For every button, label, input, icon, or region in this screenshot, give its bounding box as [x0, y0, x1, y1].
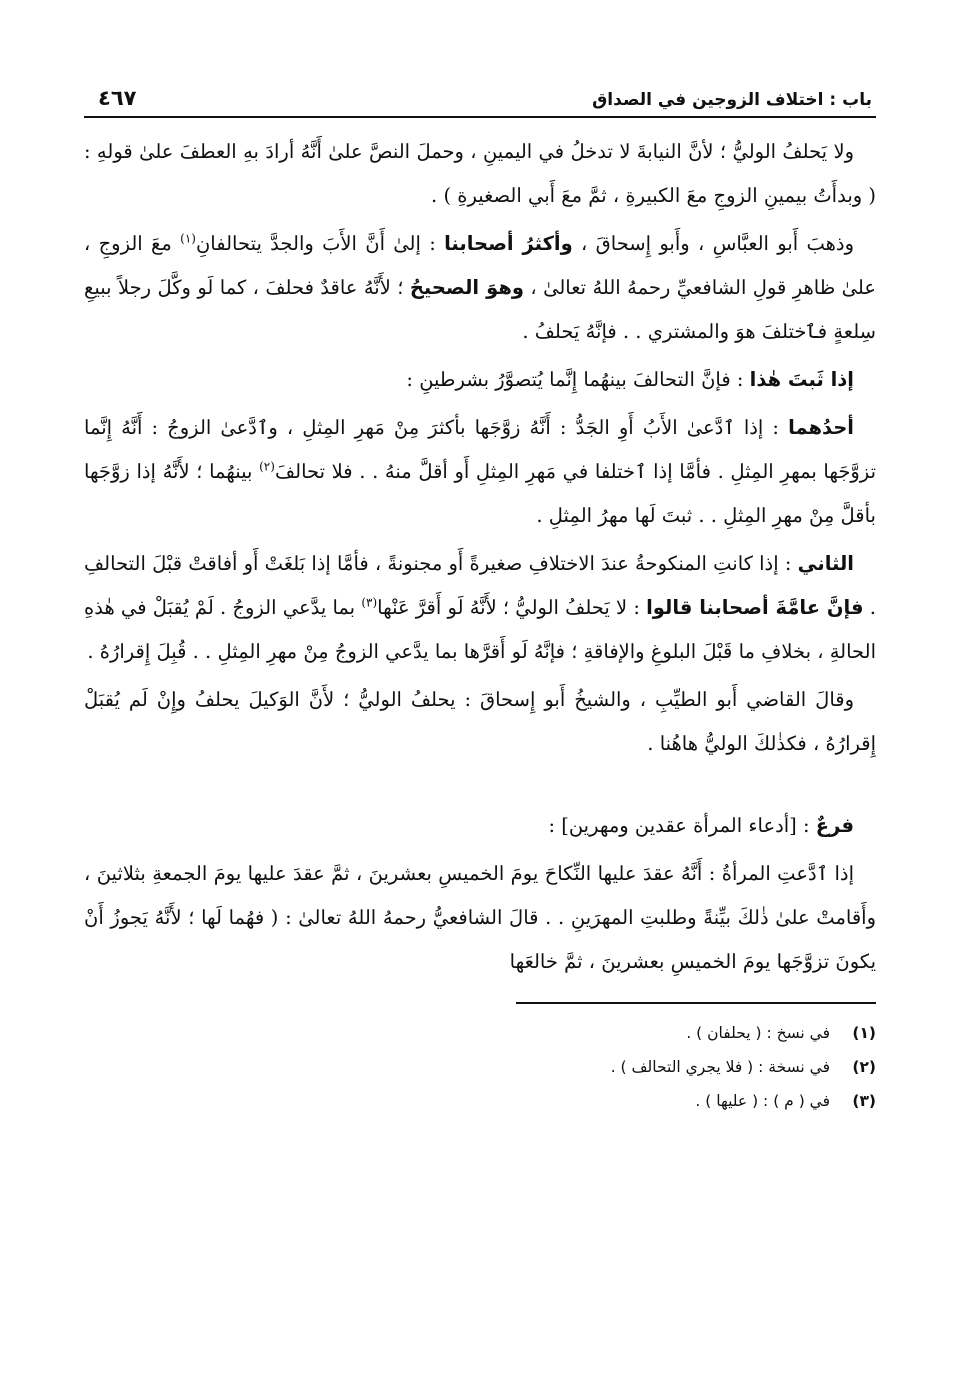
paragraph-5-text-e: بما يدَّعي الزوجُ . لَمْ يُقبَلْ في هٰذهِ الحالةِ ، بخلافِ ما قَبْلَ البلوغِ والإفاقةِ ؛ فإنَّهُ لَو أَقرَّها بما يدَّعي الزوجُ مِنْ مهرِ المِثلِ . . قُبِلَ إِقرارُهُ . [84, 596, 876, 663]
footnote-1-text: في نسخ : ( يحلفان ) . [686, 1024, 830, 1042]
paragraph-5-text-d: : لا يَحلفُ الوليُّ ؛ لأَنَّهُ لَو أَقرَّ عَنْها [377, 596, 647, 619]
footnote-2 [84, 1050, 876, 1084]
paragraph-1-text: ولا يَحلفُ الوليُّ ؛ لأنَّ النيابةَ لا تدخلُ في اليمينِ ، وحملَ النصَّ علىٰ أَنَّهُ أرادَ بهِ العطفَ علىٰ قولهِ : ( وبدأَتُ بيمينِ الزوجِ معَ الكبيرةِ ، ثمَّ معَ أَبي الصغيرةِ ) . [84, 140, 876, 207]
chapter-title: باب : اختلاف الزوجين في الصداق [592, 90, 872, 110]
paragraph-2-bold-a: وأكثرُ أصحابنا [444, 232, 573, 255]
paragraph-4 [84, 406, 876, 538]
paragraph-6 [84, 678, 876, 766]
paragraph-2-text-f: ؛ لأَنَّهُ عاقدٌ فحلفَ ، كما لَو وكَّلَ رجلاً ببيعِ سِلعةٍ فٱختلفَ هوَ والمشتري . . فإنَّهُ يَحلفُ . [84, 276, 876, 343]
footnote-2-number: (٢) [852, 1058, 876, 1076]
body-text [84, 130, 876, 984]
paragraph-7 [84, 852, 876, 984]
footnote-3-number: (٣) [852, 1092, 876, 1110]
paragraph-5-bold-a: الثاني [797, 552, 854, 575]
paragraph-4-text-c: بينهُما ؛ لأَنَّهُ إذا زوَّجَها بأقلَّ مِنْ مهرِ المِثلِ . . ثبتَ لَها مهرُ المِثلِ . [84, 460, 876, 527]
footnotes [84, 1016, 876, 1118]
branch-heading [84, 804, 876, 848]
paragraph-3 [84, 358, 876, 402]
paragraph-6-text: وقالَ القاضي أَبو الطيِّبِ ، والشيخُ أَبو إِسحاقَ : يحلفُ الوليُّ ؛ لأَنَّ الوَكيلَ يحلفُ وإِنْ لَم يُقبَلْ إِقرارُهُ ، فكذٰلكَ الوليُّ هاهُنا . [84, 688, 876, 755]
footnote-1-number: (١) [852, 1024, 876, 1042]
paragraph-5-text-b: : إذا كانتِ المنكوحةُ عندَ الاختلافِ صغيرةً أَو مجنونةً ، فأمَّا إذا بَلغَتْ أَو أفاقتْ قبْلَ التحالفِ . [84, 552, 876, 619]
running-head [84, 68, 876, 116]
paragraph-2-text-d: معَ الزوجِ ، علىٰ ظاهرِ قولِ الشافعيِّ رحمهُ اللهُ تعالىٰ ، [84, 232, 876, 299]
paragraph-2-text-a: وذهبَ أَبو العبَّاسِ ، وأَبو إِسحاقَ ، [572, 232, 855, 255]
paragraph-3-bold: إذا ثَبتَ هٰذا [749, 368, 854, 391]
paragraph-2 [84, 222, 876, 354]
footnote-rule [516, 1002, 876, 1004]
paragraph-4-text-b: : إذا ٱدَّعىٰ الأَبُ أَوِ الجَدُّ : أَنَّهُ زوَّجَها بأكثرَ مِنْ مَهرِ المِثلِ ، وٱدَّعىٰ الزوجُ : أَنَّهُ إِنَّما تزوَّجَها بمهرِ المِثلِ . فأمَّا إذا ٱختلفا في مَهرِ المِثلِ أَو أقلَّ منهُ . . فلا تحالفَ [84, 416, 876, 483]
footnote-ref-3: (٣) [361, 595, 378, 610]
paragraph-2-text-c: : إلىٰ أَنَّ الأَبَ والجدَّ يتحالفانِ [195, 232, 445, 255]
footnote-3-text: في ( م ) : ( عليها ) . [695, 1092, 830, 1110]
paragraph-5 [84, 542, 876, 674]
paragraph-5-bold-c: فإنَّ عامَّةَ أصحابنا قالوا [646, 596, 864, 619]
header-rule [84, 116, 876, 118]
branch-label: فرعٌ [815, 814, 854, 837]
footnote-2-text: في نسخة : ( فلا يجري التحالف ) . [610, 1058, 830, 1076]
branch-title: : [أدعاء المرأة عقدين ومهرين] : [548, 814, 816, 837]
page-number: ٤٦٧ [98, 86, 137, 110]
footnote-ref-1: (١) [180, 231, 196, 246]
paragraph-3-text: : فإنَّ التحالفَ بينهُما إِنَّما يُتصوَّرُ بشرطينِ : [406, 368, 750, 391]
book-page [84, 68, 876, 1358]
paragraph-4-bold: أحدُهما [788, 416, 854, 439]
footnote-1 [84, 1016, 876, 1050]
footnote-ref-2: (٢) [259, 459, 275, 474]
paragraph-7-text: إذا ٱدَّعتِ المرأةُ : أَنَّهُ عقدَ عليها النِّكاحَ يومَ الخميسِ بعشرينَ ، ثمَّ عقدَ عليها يومَ الجمعةِ بثلاثينَ ، وأَقامتْ علىٰ ذٰلكَ بيِّنةً وطلبتِ المهرَينِ . . قالَ الشافعيُّ رحمهُ اللهُ تعالىٰ : ( فهُما لَها ؛ لأَنَّهُ يَجوزُ أَنْ يكونَ تزوَّجَها يومَ الخميسِ بعشرينَ ، ثمَّ خالعَها [84, 862, 876, 973]
paragraph-2-bold-b: وهوَ الصحيحُ [409, 276, 524, 299]
footnote-3 [84, 1084, 876, 1118]
paragraph-1 [84, 130, 876, 218]
